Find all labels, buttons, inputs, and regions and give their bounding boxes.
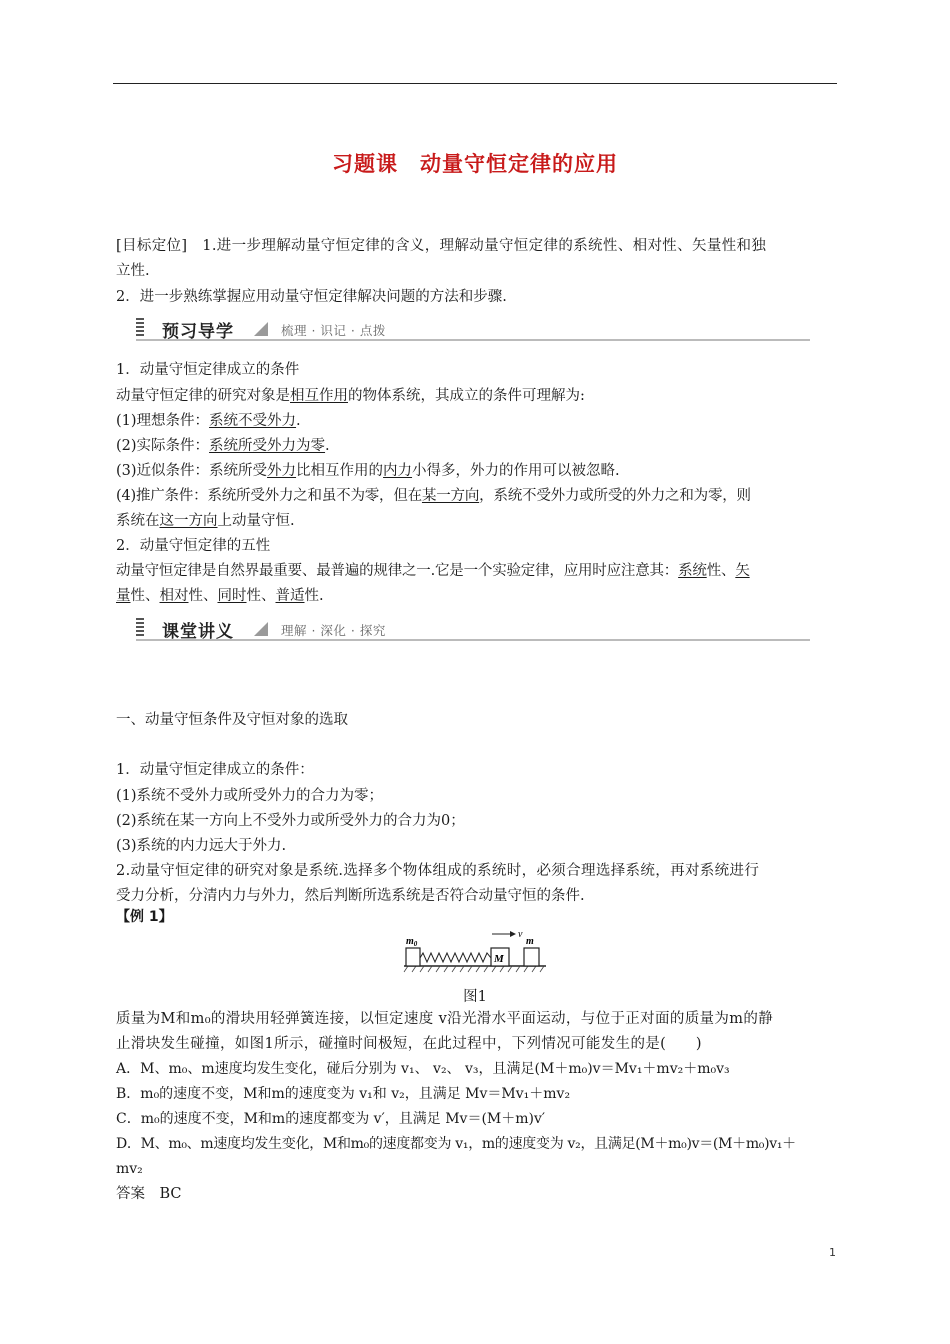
preview-heading-1: 1．动量守恒定律成立的条件 <box>116 362 300 378</box>
preview-heading-2: 2．动量守恒定律的五性 <box>116 538 271 554</box>
lecture-item-2: (2)系统在某一方向上不受外力或所受外力的合力为0； <box>116 813 465 829</box>
title-part2: 动量守恒定律的应用 <box>420 152 618 176</box>
block-m0 <box>406 948 420 966</box>
condition-approx: (3)近似条件：系统所受外力比相互作用的内力小得多，外力的作用可以被忽略. <box>116 463 620 479</box>
option-c: C．m₀的速度不变，M和m的速度都变为 v′，且满足 Mv＝(M＋m)v′ <box>116 1111 546 1127</box>
page-title <box>0 148 950 178</box>
banner-triangle <box>254 322 268 336</box>
option-d-cont: mv₂ <box>116 1161 143 1177</box>
collision-figure <box>400 928 550 976</box>
lecture-item-1: (1)系统不受外力或所受外力的合力为零； <box>116 788 384 804</box>
banner-title: 课堂讲义 <box>162 622 234 642</box>
lecture-heading-1: 1．动量守恒定律成立的条件： <box>116 762 314 778</box>
velocity-arrow-head <box>510 931 516 937</box>
title-part1: 习题课 <box>332 152 398 176</box>
banner-stripe <box>136 618 144 638</box>
goals-line-2: 立性. <box>116 263 150 279</box>
condition-general-cont: 系统在这一方向上动量守恒. <box>116 513 295 529</box>
example-label: 【例 1】 <box>116 909 173 925</box>
header-rule <box>113 83 837 84</box>
option-d: D．M、m₀、m速度均发生变化，M和m₀的速度都变为 v₁，m的速度变为 v₂，且满足(M＋m₀)v＝(M＋m₀)v₁＋ <box>116 1136 796 1152</box>
blank-answer: 量 <box>116 588 131 604</box>
blank-answer: 内力 <box>383 463 413 479</box>
condition-general: (4)推广条件：系统所受外力之和虽不为零，但在某一方向，系统不受外力或所受的外力之和为零，则 <box>116 488 751 504</box>
blank-answer: 系统 <box>678 563 707 579</box>
label-m0: $m_0$ <box>406 936 418 948</box>
spring <box>420 953 491 962</box>
lecture-paragraph-2-cont: 受力分析，分清内力与外力，然后判断所选系统是否符合动量守恒的条件. <box>116 888 585 904</box>
banner-rule <box>136 339 810 341</box>
label-v: v <box>518 929 523 940</box>
ground-hatching <box>404 966 544 972</box>
blank-answer: 外力 <box>267 463 297 479</box>
lecture-section-heading: 一、动量守恒条件及守恒对象的选取 <box>116 712 348 728</box>
blank-answer: 这一方向 <box>159 513 218 529</box>
blank-answer: 系统不受外力 <box>209 413 297 429</box>
question-line-1: 质量为M和m₀的滑块用轻弹簧连接，以恒定速度 v沿光滑水平面运动，与位于正对面的质量为m的静 <box>116 1011 774 1027</box>
banner-rule <box>136 639 810 641</box>
section-banner-lecture <box>136 618 810 644</box>
page-number: 1 <box>829 1246 836 1259</box>
section-banner-preview <box>136 318 810 344</box>
lecture-item-3: (3)系统的内力远大于外力. <box>116 838 287 854</box>
block-m <box>524 948 539 966</box>
blank-answer: 同时 <box>217 588 247 604</box>
preview-paragraph-2-cont: 量性、相对性、同时性、普适性. <box>116 588 324 604</box>
banner-triangle <box>254 622 268 636</box>
banner-subtitle: 梳理 · 识记 · 点拨 <box>281 323 386 338</box>
banner-subtitle: 理解 · 深化 · 探究 <box>281 623 386 638</box>
option-b: B．m₀的速度不变，M和m的速度变为 v₁和 v₂，且满足 Mv＝Mv₁＋mv₂ <box>116 1086 571 1102</box>
blank-answer: 某一方向 <box>421 488 480 504</box>
preview-paragraph-2: 动量守恒定律是自然界最重要、最普遍的规律之一.它是一个实验定律，应用时应注意其：系统性、矢 <box>116 563 750 579</box>
banner-stripe <box>136 318 144 338</box>
label-M: M <box>494 953 504 965</box>
banner-title: 预习导学 <box>162 322 234 342</box>
option-a: A．M、m₀、m速度均发生变化，碰后分别为 v₁、 v₂、 v₃，且满足(M＋m₀)v＝Mv₁＋mv₂＋m₀v₃ <box>116 1061 730 1077</box>
blank-answer: 相对 <box>159 588 189 604</box>
blank-answer: 普适 <box>275 588 305 604</box>
blank-answer: 系统所受外力为零 <box>209 438 326 454</box>
label-m: m <box>526 936 534 947</box>
answer: 答案 BC <box>116 1186 182 1202</box>
preview-paragraph-1: 动量守恒定律的研究对象是相互作用的物体系统，其成立的条件可理解为: <box>116 388 585 404</box>
condition-actual: (2)实际条件：系统所受外力为零. <box>116 438 330 454</box>
goals-line-3: 2．进一步熟练掌握应用动量守恒定律解决问题的方法和步骤. <box>116 289 507 305</box>
figure-caption: 图1 <box>463 989 487 1005</box>
blank-answer: 相互作用 <box>290 388 348 404</box>
question-line-2: 止滑块发生碰撞，如图1所示，碰撞时间极短，在此过程中，下列情况可能发生的是( ) <box>116 1036 702 1052</box>
condition-ideal: (1)理想条件：系统不受外力. <box>116 413 301 429</box>
lecture-paragraph-2: 2.动量守恒定律的研究对象是系统.选择多个物体组成的系统时，必须合理选择系统，再对系统进行 <box>116 863 760 879</box>
blank-answer: 矢 <box>735 563 750 579</box>
goals-line-1: [目标定位] 1.进一步理解动量守恒定律的含义，理解动量守恒定律的系统性、相对性、矢量性和独 <box>116 238 767 254</box>
